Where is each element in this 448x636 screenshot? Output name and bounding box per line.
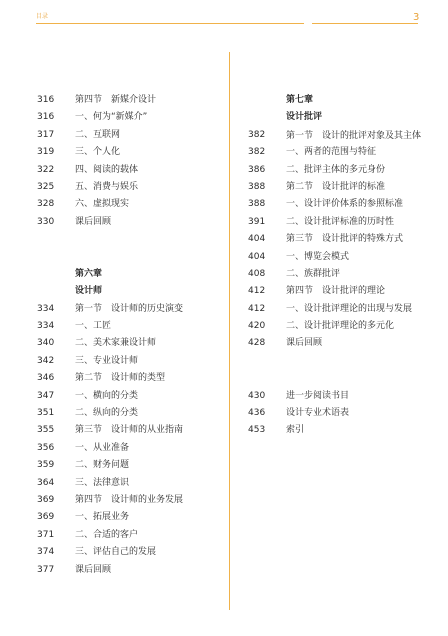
toc-entry[interactable] [37,388,222,405]
toc-entry-title: 二、财务问题 [75,460,130,471]
toc-entry[interactable] [248,318,428,335]
toc-page-number: 334 [37,303,55,314]
toc-page-number: 391 [248,216,266,227]
toc-entry[interactable] [248,301,428,318]
toc-entry[interactable] [37,457,222,474]
toc-entry[interactable] [248,196,428,213]
toc-page-number: 340 [37,338,55,349]
toc-page-number: 436 [248,408,266,419]
toc-page-number: 388 [248,199,266,210]
toc-entry-title: 一、博览会模式 [286,251,350,262]
toc-entry-title: 第四节 新媒介设计 [75,95,157,105]
toc-entry-title: 课后回顾 [286,338,323,349]
toc-entry-title: 一、设计评价体系的参照标准 [286,199,404,210]
toc-page-number [248,109,286,126]
toc-entry-title: 一、拓展业务 [75,512,130,523]
toc-entry-title: 一、何为“新媒介” [75,112,148,123]
toc-page-number [248,92,286,109]
toc-page-number: 386 [248,164,266,175]
toc-entry[interactable] [37,509,222,526]
toc-page-number: 356 [37,442,55,453]
toc-left-column [37,92,222,579]
spacer [248,370,428,387]
toc-entry[interactable] [248,179,428,196]
toc-page-number: 347 [37,390,55,401]
toc-entry-title: 二、互联网 [75,129,121,140]
toc-page-number: 420 [248,321,266,332]
toc-entry[interactable] [248,162,428,179]
toc-entry[interactable] [37,475,222,492]
toc-entry[interactable] [37,196,222,213]
toc-entry-title: 三、法律意识 [75,477,130,488]
toc-entry[interactable] [37,370,222,387]
toc-entry-title: 第一节 设计的批评对象及其主体 [286,130,422,141]
toc-page-number: 325 [37,181,55,192]
toc-entry[interactable] [248,214,428,231]
toc-page-number [37,266,75,283]
toc-page-number: 453 [248,425,266,436]
chapter-heading [37,283,222,300]
toc-page-number: 408 [248,268,266,279]
toc-entry-title: 一、两者的范围与特征 [286,147,377,158]
toc-entry[interactable] [37,109,222,126]
chapter-heading [37,266,222,283]
toc-entry-title: 三、评估自己的发展 [75,547,157,558]
toc-entry-title: 第二节 设计批评的标准 [286,181,386,192]
toc-entry-title: 设计专业术语表 [286,408,350,419]
toc-entry-title: 三、个人化 [75,147,121,158]
toc-page-number: 412 [248,303,266,314]
toc-entry[interactable] [248,405,428,422]
toc-entry-title: 一、工匠 [75,321,112,332]
chapter-heading [248,109,428,126]
toc-page-number: 388 [248,181,266,192]
toc-entry-title: 二、批评主体的多元身份 [286,164,386,175]
toc-entry[interactable] [248,144,428,161]
toc-entry-title: 设计师 [75,286,103,297]
toc-entry-title: 三、专业设计师 [75,355,139,366]
page-number: 3 [413,12,420,23]
toc-entry[interactable] [37,405,222,422]
toc-page-number: 374 [37,547,55,558]
toc-page-number: 428 [248,338,266,349]
toc-entry[interactable] [37,527,222,544]
toc-entry[interactable] [248,335,428,352]
toc-entry-title: 第四节 设计批评的理论 [286,286,386,297]
toc-entry[interactable] [37,440,222,457]
toc-page-number: 346 [37,373,55,384]
toc-page-number: 317 [37,129,55,140]
toc-entry-title: 第二节 设计师的类型 [75,373,166,384]
spacer [37,231,222,248]
toc-entry-title: 第四节 设计师的业务发展 [75,494,184,505]
toc-entry-title: 二、美术家兼设计师 [75,338,157,349]
toc-page-number: 412 [248,286,266,297]
toc-entry-title: 二、设计批评理论的多元化 [286,321,395,332]
toc-entry[interactable] [37,562,222,579]
toc-entry-title: 二、纵向的分类 [75,408,139,419]
toc-entry-title: 一、从业准备 [75,442,130,453]
toc-page-number: 377 [37,564,55,575]
toc-entry[interactable] [37,318,222,335]
toc-entry-title: 一、横向的分类 [75,390,139,401]
header-rule-right [312,23,418,24]
toc-page-number: 404 [248,251,266,262]
toc-page-number [37,283,75,300]
toc-entry[interactable] [37,127,222,144]
toc-page-number: 330 [37,216,55,227]
toc-entry[interactable] [248,388,428,405]
column-divider [229,52,230,610]
toc-right-column [248,92,428,440]
toc-page-number: 355 [37,425,55,436]
toc-page-number: 371 [37,529,55,540]
toc-entry-title: 二、设计批评标准的历时性 [286,216,395,227]
toc-entry[interactable] [37,492,222,509]
toc-entry[interactable] [37,422,222,439]
toc-entry-title: 二、合适的客户 [75,529,139,540]
header-rule-left [36,23,304,24]
toc-page-number: 359 [37,460,55,471]
toc-entry-title: 第七章 [286,95,314,105]
toc-entry[interactable] [37,544,222,561]
toc-entry[interactable] [37,214,222,231]
toc-page-number: 351 [37,408,55,419]
toc-entry-title: 五、消费与娱乐 [75,181,139,192]
toc-entry-title: 索引 [286,425,305,436]
toc-page-number: 382 [248,147,266,158]
toc-entry[interactable] [248,422,428,439]
toc-entry[interactable] [37,179,222,196]
toc-entry-title: 进一步阅读书目 [286,390,350,401]
toc-page-number: 342 [37,355,55,366]
toc-entry-title: 课后回顾 [75,564,112,575]
toc-entry[interactable] [37,92,222,109]
toc-page-number: 369 [37,512,55,523]
chapter-heading [248,92,428,109]
toc-entry[interactable] [248,231,428,248]
toc-page-number: 316 [37,112,55,123]
toc-entry-title: 一、设计批评理论的出现与发展 [286,303,413,314]
toc-entry-title: 课后回顾 [75,216,112,227]
toc-page-number: 430 [248,390,266,401]
toc-entry-title: 二、族群批评 [286,268,341,279]
toc-page-number: 404 [248,234,266,245]
toc-entry-title: 设计批评 [286,112,323,123]
toc-page-number: 316 [37,95,55,105]
spacer [37,249,222,266]
toc-entry[interactable] [37,144,222,161]
toc-entry[interactable] [37,162,222,179]
toc-entry[interactable] [37,301,222,318]
toc-page-number: 322 [37,164,55,175]
toc-page-number: 382 [248,129,266,140]
toc-page-number: 319 [37,147,55,158]
toc-entry[interactable] [248,283,428,300]
spacer [248,353,428,370]
toc-entry[interactable] [248,266,428,283]
toc-entry-title: 第一节 设计师的历史演变 [75,303,184,314]
toc-entry-title: 第三节 设计批评的特殊方式 [286,234,404,245]
header-label: 目录 [36,13,49,20]
toc-entry-title: 第三节 设计师的从业指南 [75,425,184,436]
toc-entry[interactable] [37,335,222,352]
toc-page-number: 328 [37,199,55,210]
toc-entry[interactable] [248,249,428,266]
toc-page-number: 369 [37,494,55,505]
toc-page-number: 364 [37,477,55,488]
toc-entry-title: 四、阅读的载体 [75,164,139,175]
toc-entry-title: 六、虚拟现实 [75,199,130,210]
toc-page-number: 334 [37,321,55,332]
toc-entry[interactable] [248,127,428,144]
toc-entry[interactable] [37,353,222,370]
toc-entry-title: 第六章 [75,268,103,279]
